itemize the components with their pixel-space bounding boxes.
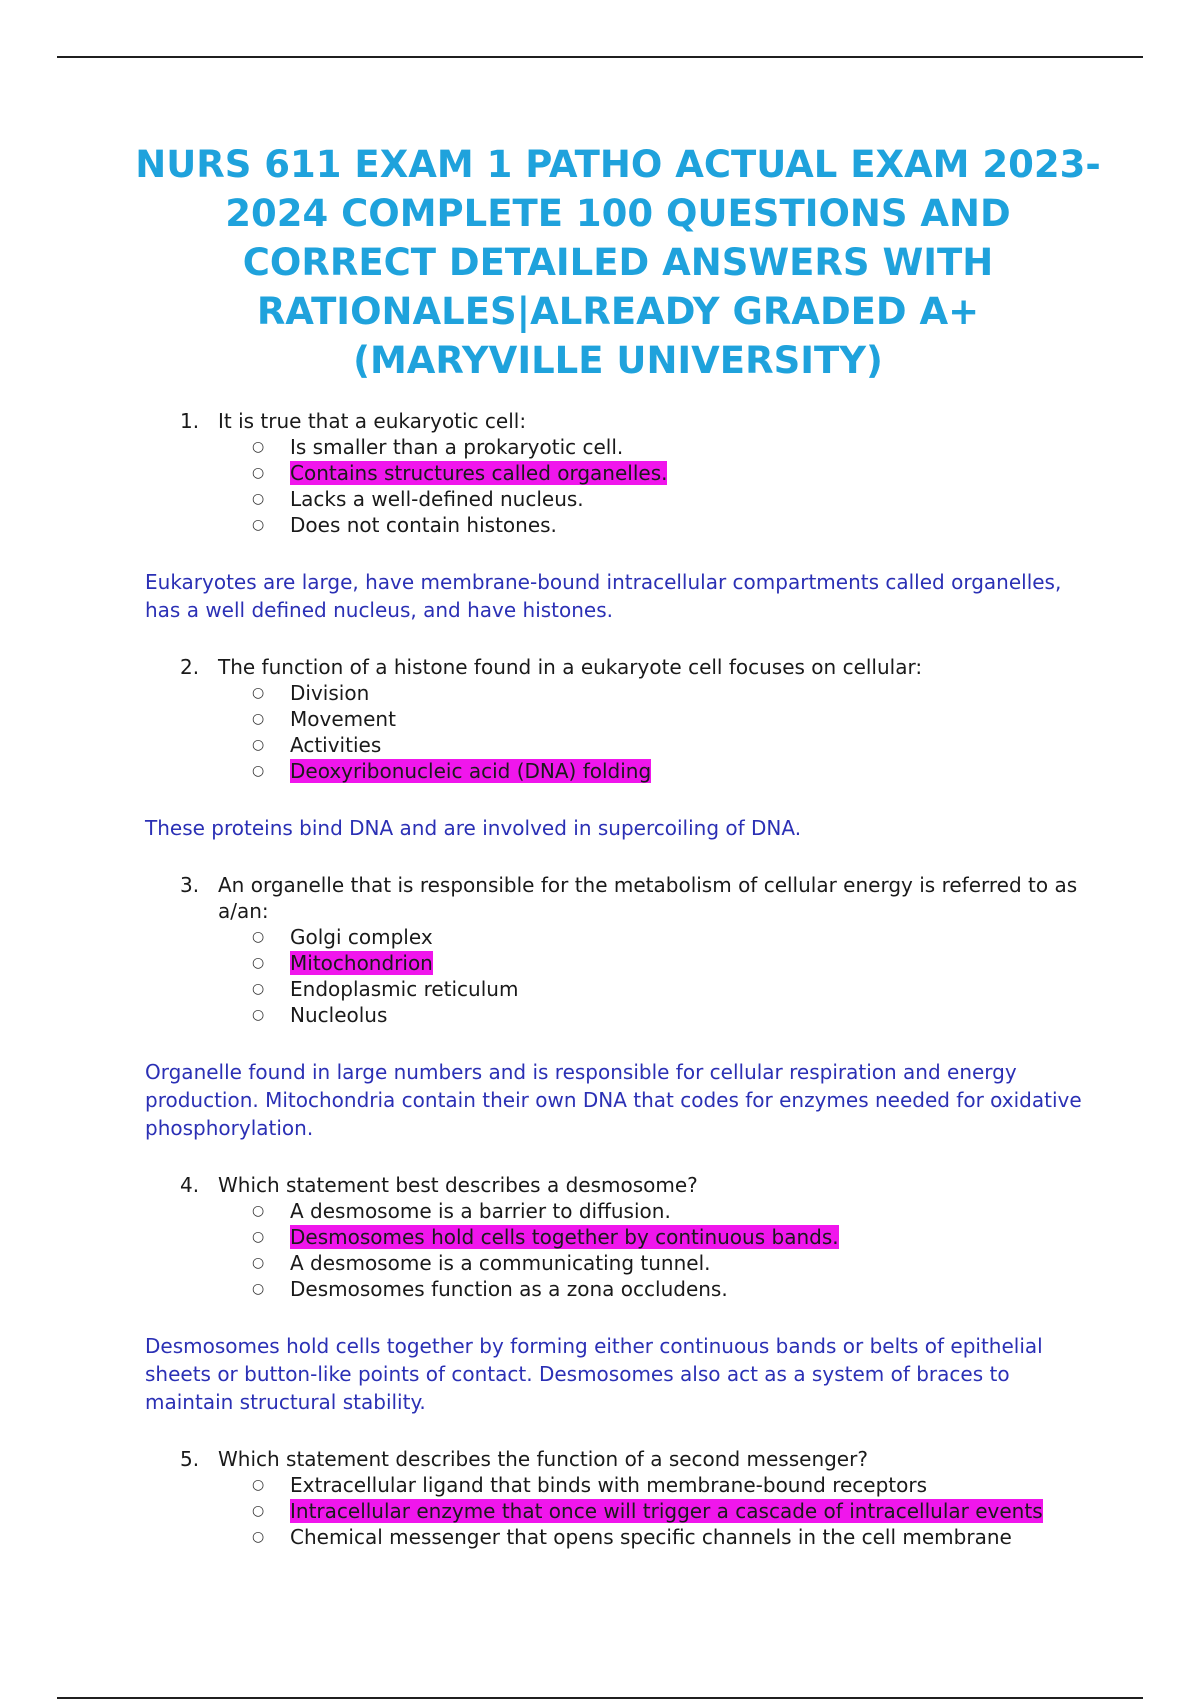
- answer-option: [252, 1472, 1080, 1498]
- question-list: [0, 408, 1200, 1550]
- option-text: Nucleolus: [290, 1003, 388, 1027]
- question-number: 4.: [180, 1173, 200, 1197]
- question-number: 2.: [180, 655, 200, 679]
- answer-option: [252, 486, 1080, 512]
- option-text-highlighted: Contains structures called organelles.: [290, 461, 668, 485]
- answer-option: [252, 976, 1080, 1002]
- answer-option: [252, 706, 1080, 732]
- circle-bullet-icon: ○: [252, 491, 265, 507]
- answer-option: [252, 732, 1080, 758]
- answer-option: [252, 512, 1080, 538]
- option-text: Division: [290, 681, 370, 705]
- option-text-highlighted: Mitochondrion: [290, 951, 433, 975]
- option-text: A desmosome is a communicating tunnel.: [290, 1251, 711, 1275]
- answer-options: [252, 924, 1080, 1028]
- question-text: The function of a histone found in a eukaryote cell focuses on cellular:: [218, 655, 923, 679]
- circle-bullet-icon: ○: [252, 1281, 265, 1297]
- circle-bullet-icon: ○: [252, 1255, 265, 1271]
- question-number: 3.: [180, 873, 200, 897]
- answer-option: [252, 434, 1080, 460]
- circle-bullet-icon: ○: [252, 1529, 265, 1545]
- rationale-3: Organelle found in large numbers and is responsible for cellular respiration and energy production. Mitochondria contain their own DNA that codes for enzymes needed for oxidative phosphorylation.: [145, 1060, 1082, 1140]
- option-text: Lacks a well-defined nucleus.: [290, 487, 584, 511]
- circle-bullet-icon: ○: [252, 763, 265, 779]
- answer-option-correct: [252, 460, 1080, 486]
- answer-option: [252, 1198, 1080, 1224]
- answer-options: [252, 680, 1080, 784]
- option-text: Movement: [290, 707, 396, 731]
- option-text: Golgi complex: [290, 925, 433, 949]
- answer-option-correct: [252, 950, 1080, 976]
- rationale-4: Desmosomes hold cells together by forming either continuous bands or belts of epithelial sheets or button-like points of contact. Desmosomes also act as a system of braces to maintain structural stability.: [145, 1334, 1043, 1414]
- option-text: Activities: [290, 733, 382, 757]
- question-text: Which statement best describes a desmosome?: [218, 1173, 698, 1197]
- answer-option: [252, 1524, 1080, 1550]
- question-1: [180, 408, 1080, 538]
- circle-bullet-icon: ○: [252, 981, 265, 997]
- circle-bullet-icon: ○: [252, 711, 265, 727]
- answer-option: [252, 680, 1080, 706]
- circle-bullet-icon: ○: [252, 1477, 265, 1493]
- circle-bullet-icon: ○: [252, 1229, 265, 1245]
- circle-bullet-icon: ○: [252, 955, 265, 971]
- question-4: [180, 1172, 1080, 1302]
- title-line-5: (MARYVILLE UNIVERSITY): [353, 339, 883, 382]
- rationale-2: These proteins bind DNA and are involved in supercoiling of DNA.: [145, 816, 802, 840]
- answer-option: [252, 1250, 1080, 1276]
- option-text: A desmosome is a barrier to diffusion.: [290, 1199, 671, 1223]
- question-3: [180, 872, 1080, 1028]
- answer-option: [252, 924, 1080, 950]
- question-number: 1.: [180, 409, 200, 433]
- answer-options: [252, 1198, 1080, 1302]
- circle-bullet-icon: ○: [252, 517, 265, 533]
- answer-option: [252, 1002, 1080, 1028]
- circle-bullet-icon: ○: [252, 737, 265, 753]
- document-title: [120, 140, 1116, 385]
- circle-bullet-icon: ○: [252, 685, 265, 701]
- option-text: Endoplasmic reticulum: [290, 977, 519, 1001]
- top-rule: [57, 56, 1143, 58]
- answer-option-correct: [252, 1498, 1080, 1524]
- answer-option: [252, 1276, 1080, 1302]
- question-text: Which statement describes the function of a second messenger?: [218, 1447, 868, 1471]
- title-line-3: CORRECT DETAILED ANSWERS WITH: [242, 241, 994, 284]
- option-text: Does not contain histones.: [290, 513, 557, 537]
- option-text: Extracellular ligand that binds with membrane-bound receptors: [290, 1473, 928, 1497]
- circle-bullet-icon: ○: [252, 1503, 265, 1519]
- question-text: It is true that a eukaryotic cell:: [218, 409, 527, 433]
- circle-bullet-icon: ○: [252, 929, 265, 945]
- circle-bullet-icon: ○: [252, 465, 265, 481]
- question-number: 5.: [180, 1447, 200, 1471]
- title-line-2: 2024 COMPLETE 100 QUESTIONS AND: [225, 192, 1011, 235]
- bottom-rule: [57, 1697, 1143, 1699]
- answer-options: [252, 1472, 1080, 1550]
- question-text: An organelle that is responsible for the metabolism of cellular energy is referred to as a/an:: [218, 873, 1078, 923]
- answer-options: [252, 434, 1080, 538]
- option-text-highlighted: Intracellular enzyme that once will trigger a cascade of intracellular events: [290, 1499, 1043, 1523]
- title-line-1: NURS 611 EXAM 1 PATHO ACTUAL EXAM 2023-: [135, 143, 1101, 186]
- circle-bullet-icon: ○: [252, 1203, 265, 1219]
- title-line-4: RATIONALES|ALREADY GRADED A+: [256, 290, 980, 333]
- option-text: Is smaller than a prokaryotic cell.: [290, 435, 624, 459]
- question-2: [180, 654, 1080, 784]
- question-5: [180, 1446, 1080, 1550]
- circle-bullet-icon: ○: [252, 439, 265, 455]
- option-text: Chemical messenger that opens specific channels in the cell membrane: [290, 1525, 1012, 1549]
- option-text-highlighted: Desmosomes hold cells together by continuous bands.: [290, 1225, 839, 1249]
- option-text: Desmosomes function as a zona occludens.: [290, 1277, 728, 1301]
- option-text-highlighted: Deoxyribonucleic acid (DNA) folding: [290, 759, 652, 783]
- answer-option-correct: [252, 758, 1080, 784]
- circle-bullet-icon: ○: [252, 1007, 265, 1023]
- rationale-1: Eukaryotes are large, have membrane-bound intracellular compartments called organelles, has a well defined nucleus, and have histones.: [145, 570, 1062, 622]
- answer-option-correct: [252, 1224, 1080, 1250]
